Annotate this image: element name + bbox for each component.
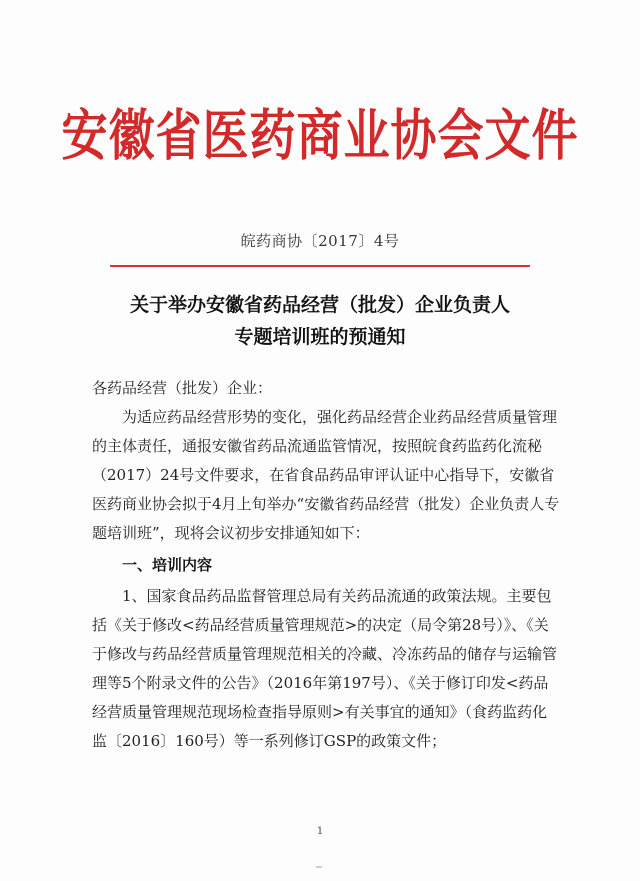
- scan-mark: [316, 866, 322, 868]
- notice-title-line-1: 关于举办安徽省药品经营（批发）企业负责人: [129, 294, 510, 316]
- notice-title-line-2: 专题培训班的预通知: [234, 326, 406, 348]
- red-divider-line: [110, 265, 530, 267]
- body-paragraph-2: 1、国家食品药品监督管理总局有关药品流通的政策法规。主要包括《关于修改<药品经营质量管理规范>的决定（局令第28号）》、《关于修改与药品经营质量管理规范相关的冷藏、冷冻药品的储存与运输管理等5个附录文件的公告》（2016年第197号）、《关于修订印发<药品经营质量管理规范现场检查指导原则>有关事宜的通知》（食药监药化监〔2016〕160号）等一系列修订GSP的政策文件；: [92, 587, 558, 750]
- salutation: 各药品经营（批发）企业：: [92, 379, 273, 397]
- document-number: 皖药商协〔2017〕4号: [240, 232, 400, 250]
- org-title: 安徽省医药商业协会文件: [61, 102, 579, 168]
- section-heading-1: 一、培训内容: [122, 556, 213, 574]
- page-number: 1: [316, 826, 324, 837]
- body-paragraph-1: 为适应药品经营形势的变化，强化药品经营企业药品经营质量管理的主体责任，通报安徽省药品流通监管情况，按照皖食药监药化流秘（2017）24号文件要求，在省食品药品审评认证中心指导下，安徽省医药商业协会拟于4月上旬举办“安徽省药品经营（批发）企业负责人专题培训班”，现将会议初步安排通知如下：: [92, 408, 560, 542]
